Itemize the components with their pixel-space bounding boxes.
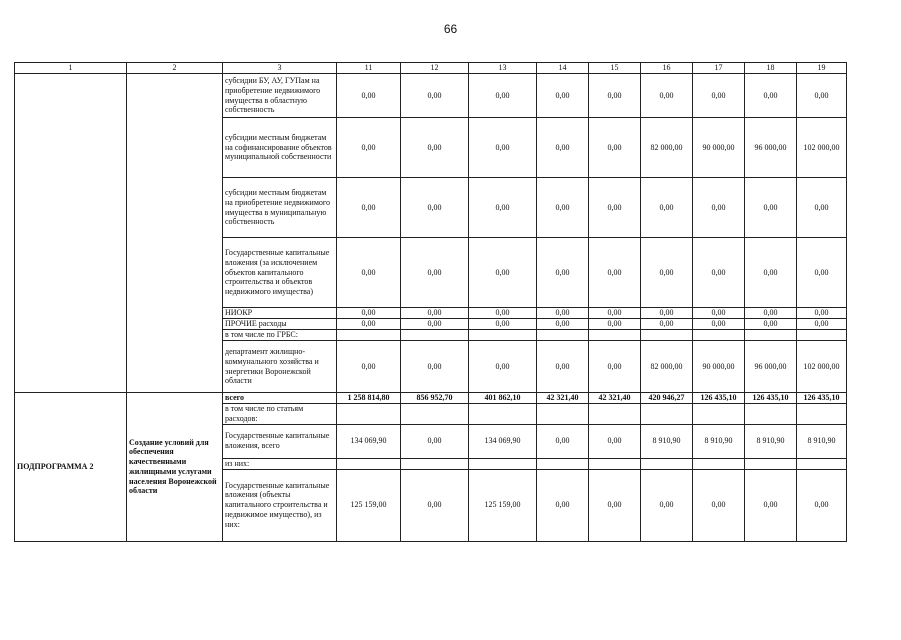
value-cell: 0,00 [589, 74, 641, 118]
empty-cell [589, 330, 641, 341]
value-cell: 0,00 [337, 341, 401, 393]
value-cell: 0,00 [589, 424, 641, 458]
empty-cell [537, 458, 589, 469]
header-row [15, 63, 847, 74]
empty-cell [693, 330, 745, 341]
value-cell: 8 910,90 [745, 424, 797, 458]
value-cell: 0,00 [537, 308, 589, 319]
value-cell: 125 159,00 [337, 469, 401, 541]
value-cell: 0,00 [589, 469, 641, 541]
program-name: Создание условий для обеспечения качественными жилищными услугами населения Воронежской области [127, 393, 223, 542]
empty-cell [469, 330, 537, 341]
value-cell: 856 952,70 [401, 393, 469, 404]
value-cell: 90 000,00 [693, 118, 745, 178]
value-cell: 0,00 [469, 238, 537, 308]
header-cell: 12 [401, 63, 469, 74]
value-cell: 0,00 [337, 319, 401, 330]
value-cell: 82 000,00 [641, 118, 693, 178]
value-cell: 0,00 [337, 74, 401, 118]
value-cell: 0,00 [401, 238, 469, 308]
value-cell: 0,00 [589, 319, 641, 330]
row-label: департамент жилищно-коммунального хозяйства и энергетики Воронежской области [223, 341, 337, 393]
value-cell: 126 435,10 [693, 393, 745, 404]
empty-cell [641, 404, 693, 425]
value-cell: 0,00 [693, 308, 745, 319]
header-cell: 19 [797, 63, 847, 74]
value-cell: 0,00 [469, 178, 537, 238]
value-cell: 102 000,00 [797, 118, 847, 178]
table-row [15, 74, 847, 118]
empty-cell [337, 330, 401, 341]
value-cell: 134 069,90 [469, 424, 537, 458]
value-cell: 0,00 [401, 424, 469, 458]
empty-cell [401, 330, 469, 341]
value-cell: 0,00 [745, 238, 797, 308]
empty-cell [641, 458, 693, 469]
value-cell: 0,00 [745, 178, 797, 238]
value-cell: 1 258 814,80 [337, 393, 401, 404]
value-cell: 0,00 [537, 424, 589, 458]
value-cell: 0,00 [589, 118, 641, 178]
value-cell: 0,00 [589, 238, 641, 308]
row-label: субсидии местным бюджетам на софинансирование объектов муниципальной собственности [223, 118, 337, 178]
budget-table [14, 62, 847, 542]
row-label: Государственные капитальные вложения (за исключением объектов капитального строительства и объектов недвижимого имущества) [223, 238, 337, 308]
value-cell: 0,00 [537, 341, 589, 393]
empty-cell [537, 404, 589, 425]
header-cell: 11 [337, 63, 401, 74]
table-row [15, 393, 847, 404]
value-cell: 0,00 [797, 74, 847, 118]
value-cell: 0,00 [693, 238, 745, 308]
program-cell-empty [15, 74, 127, 393]
row-label: Государственные капитальные вложения (объекты капитального строительства и недвижимое имущество), из них: [223, 469, 337, 541]
row-label: НИОКР [223, 308, 337, 319]
value-cell: 0,00 [745, 469, 797, 541]
value-cell: 0,00 [337, 308, 401, 319]
value-cell: 0,00 [401, 319, 469, 330]
value-cell: 0,00 [589, 308, 641, 319]
row-label: в том числе по ГРБС: [223, 330, 337, 341]
row-label: всего [223, 393, 337, 404]
row-label: в том числе по статьям расходов: [223, 404, 337, 425]
value-cell: 8 910,90 [797, 424, 847, 458]
empty-cell [469, 404, 537, 425]
value-cell: 0,00 [401, 341, 469, 393]
value-cell: 0,00 [401, 118, 469, 178]
value-cell: 0,00 [401, 469, 469, 541]
page-number: 66 [443, 22, 458, 36]
value-cell: 42 321,40 [589, 393, 641, 404]
value-cell: 0,00 [589, 341, 641, 393]
program-code: ПОДПРОГРАММА 2 [15, 393, 127, 542]
empty-cell [745, 458, 797, 469]
value-cell: 0,00 [797, 308, 847, 319]
empty-cell [797, 330, 847, 341]
value-cell: 0,00 [537, 469, 589, 541]
value-cell: 0,00 [745, 319, 797, 330]
value-cell: 0,00 [469, 308, 537, 319]
value-cell: 0,00 [641, 238, 693, 308]
row-label: субсидии местным бюджетам на приобретение недвижимого имущества в муниципальную собственность [223, 178, 337, 238]
value-cell: 134 069,90 [337, 424, 401, 458]
empty-cell [469, 458, 537, 469]
empty-cell [537, 330, 589, 341]
header-cell: 13 [469, 63, 537, 74]
empty-cell [745, 330, 797, 341]
value-cell: 0,00 [537, 74, 589, 118]
header-cell: 18 [745, 63, 797, 74]
value-cell: 0,00 [641, 308, 693, 319]
value-cell: 401 862,10 [469, 393, 537, 404]
empty-cell [401, 404, 469, 425]
value-cell: 0,00 [797, 319, 847, 330]
header-cell: 17 [693, 63, 745, 74]
value-cell: 0,00 [641, 469, 693, 541]
row-label: из них: [223, 458, 337, 469]
empty-cell [693, 458, 745, 469]
value-cell: 102 000,00 [797, 341, 847, 393]
empty-cell [641, 330, 693, 341]
value-cell: 0,00 [337, 238, 401, 308]
value-cell: 0,00 [693, 469, 745, 541]
value-cell: 0,00 [797, 238, 847, 308]
header-cell: 15 [589, 63, 641, 74]
value-cell: 0,00 [337, 178, 401, 238]
value-cell: 0,00 [401, 308, 469, 319]
value-cell: 8 910,90 [693, 424, 745, 458]
value-cell: 0,00 [469, 341, 537, 393]
value-cell: 126 435,10 [797, 393, 847, 404]
value-cell: 0,00 [401, 74, 469, 118]
value-cell: 0,00 [469, 118, 537, 178]
value-cell: 0,00 [537, 238, 589, 308]
row-label: ПРОЧИЕ расходы [223, 319, 337, 330]
value-cell: 0,00 [693, 178, 745, 238]
value-cell: 0,00 [401, 178, 469, 238]
row-label: Государственные капитальные вложения, всего [223, 424, 337, 458]
empty-cell [589, 458, 641, 469]
program-name-cell-empty [127, 74, 223, 393]
value-cell: 0,00 [693, 319, 745, 330]
empty-cell [745, 404, 797, 425]
value-cell: 125 159,00 [469, 469, 537, 541]
value-cell: 0,00 [641, 74, 693, 118]
value-cell: 126 435,10 [745, 393, 797, 404]
value-cell: 0,00 [537, 178, 589, 238]
value-cell: 420 946,27 [641, 393, 693, 404]
empty-cell [401, 458, 469, 469]
value-cell: 0,00 [589, 178, 641, 238]
value-cell: 0,00 [537, 319, 589, 330]
value-cell: 90 000,00 [693, 341, 745, 393]
row-label: субсидии БУ, АУ, ГУПам на приобретение недвижимого имущества в областную собственность [223, 74, 337, 118]
value-cell: 0,00 [745, 308, 797, 319]
value-cell: 0,00 [469, 74, 537, 118]
value-cell: 0,00 [537, 118, 589, 178]
value-cell: 96 000,00 [745, 118, 797, 178]
empty-cell [693, 404, 745, 425]
value-cell: 0,00 [641, 319, 693, 330]
empty-cell [337, 404, 401, 425]
header-cell: 16 [641, 63, 693, 74]
empty-cell [797, 458, 847, 469]
value-cell: 0,00 [693, 74, 745, 118]
header-cell: 2 [127, 63, 223, 74]
empty-cell [589, 404, 641, 425]
value-cell: 8 910,90 [641, 424, 693, 458]
header-cell: 14 [537, 63, 589, 74]
value-cell: 0,00 [641, 178, 693, 238]
value-cell: 0,00 [469, 319, 537, 330]
value-cell: 0,00 [745, 74, 797, 118]
empty-cell [797, 404, 847, 425]
empty-cell [337, 458, 401, 469]
value-cell: 0,00 [797, 178, 847, 238]
value-cell: 0,00 [797, 469, 847, 541]
header-cell: 1 [15, 63, 127, 74]
value-cell: 96 000,00 [745, 341, 797, 393]
value-cell: 0,00 [337, 118, 401, 178]
header-cell: 3 [223, 63, 337, 74]
value-cell: 82 000,00 [641, 341, 693, 393]
value-cell: 42 321,40 [537, 393, 589, 404]
